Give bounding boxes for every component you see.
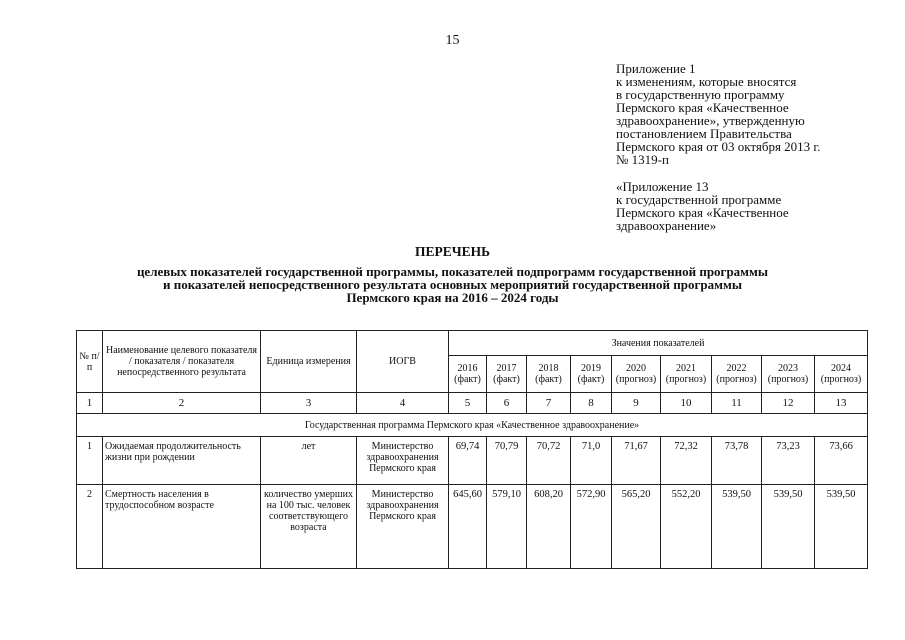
appendix2-line: здравоохранение» xyxy=(616,218,717,233)
column-number: 10 xyxy=(661,393,712,414)
column-number: 2 xyxy=(103,393,261,414)
column-number: 8 xyxy=(571,393,612,414)
header-year: 2018 (факт) xyxy=(527,356,571,393)
indicator-value: 572,90 xyxy=(571,485,612,569)
subtitle-line: целевых показателей государственной программы, показателей подпрограмм государственной программы xyxy=(136,264,769,279)
column-number: 4 xyxy=(357,393,449,414)
appendix2-line: к государственной программе xyxy=(616,192,782,207)
indicator-value: 608,20 xyxy=(527,485,571,569)
appendix2-line: «Приложение 13 xyxy=(616,179,709,194)
subtitle-line: Пермского края на 2016 – 2024 годы xyxy=(346,290,559,305)
header-year: 2019 (факт) xyxy=(571,356,612,393)
column-number: 5 xyxy=(449,393,487,414)
indicator-value: 73,66 xyxy=(815,437,868,485)
appendix-line: Приложение 1 xyxy=(616,61,696,76)
header-year: 2016 (факт) xyxy=(449,356,487,393)
column-number: 6 xyxy=(487,393,527,414)
appendix-line: к изменениям, которые вносятся xyxy=(616,74,797,89)
indicator-value: 579,10 xyxy=(487,485,527,569)
header-values: Значения показателей xyxy=(449,331,868,356)
indicator-value: 552,20 xyxy=(661,485,712,569)
header-unit: Единица измерения xyxy=(261,331,357,393)
row-number: 1 xyxy=(77,437,103,485)
indicator-iogv: Министерство здравоохранения Пермского края xyxy=(357,437,449,485)
appendix-line: постановлением Правительства xyxy=(616,126,792,141)
column-number: 7 xyxy=(527,393,571,414)
appendix-line: в государственную программу xyxy=(616,87,785,102)
section-title: Государственная программа Пермского края «Качественное здравоохранение» xyxy=(77,414,868,437)
header-year: 2017 (факт) xyxy=(487,356,527,393)
table-row xyxy=(77,437,868,485)
appendix2-line: Пермского края «Качественное xyxy=(616,205,789,220)
indicator-value: 72,32 xyxy=(661,437,712,485)
appendix-line: Пермского края от 03 октября 2013 г. xyxy=(616,139,821,154)
indicators-table xyxy=(76,330,868,569)
indicator-unit: лет xyxy=(261,437,357,485)
row-number: 2 xyxy=(77,485,103,569)
column-number: 12 xyxy=(762,393,815,414)
header-year: 2022 (прогноз) xyxy=(712,356,762,393)
indicator-value: 565,20 xyxy=(612,485,661,569)
table-row xyxy=(77,485,868,569)
indicator-value: 71,67 xyxy=(612,437,661,485)
document-subtitle xyxy=(0,265,905,304)
indicator-value: 73,23 xyxy=(762,437,815,485)
column-number: 13 xyxy=(815,393,868,414)
indicator-value: 70,72 xyxy=(527,437,571,485)
header-year: 2024 (прогноз) xyxy=(815,356,868,393)
header-year: 2021 (прогноз) xyxy=(661,356,712,393)
appendix-block xyxy=(616,62,876,232)
header-year: 2023 (прогноз) xyxy=(762,356,815,393)
indicator-value: 69,74 xyxy=(449,437,487,485)
column-number: 3 xyxy=(261,393,357,414)
column-number-row xyxy=(77,393,868,414)
indicator-value: 539,50 xyxy=(712,485,762,569)
header-year: 2020 (прогноз) xyxy=(612,356,661,393)
indicator-value: 645,60 xyxy=(449,485,487,569)
header-name: Наименование целевого показателя / показателя / показателя непосредственного результата xyxy=(103,331,261,393)
header-no: № п/п xyxy=(77,331,103,393)
indicator-value: 539,50 xyxy=(762,485,815,569)
indicator-value: 71,0 xyxy=(571,437,612,485)
indicator-name: Ожидаемая продолжительность жизни при рождении xyxy=(103,437,261,485)
column-number: 11 xyxy=(712,393,762,414)
appendix-line: здравоохранение», утвержденную xyxy=(616,113,805,128)
indicator-unit: количество умерших на 100 тыс. человек соответствующего возраста xyxy=(261,485,357,569)
column-number: 1 xyxy=(77,393,103,414)
page-number: 15 xyxy=(445,33,460,48)
column-number: 9 xyxy=(612,393,661,414)
indicator-value: 539,50 xyxy=(815,485,868,569)
subtitle-line: и показателей непосредственного результата основных мероприятий государственной программы xyxy=(163,277,742,292)
indicator-name: Смертность населения в трудоспособном возрасте xyxy=(103,485,261,569)
section-row xyxy=(77,414,868,437)
indicator-value: 73,78 xyxy=(712,437,762,485)
document-title: ПЕРЕЧЕНЬ xyxy=(414,244,491,259)
header-iogv: ИОГВ xyxy=(357,331,449,393)
appendix-line: Пермского края «Качественное xyxy=(616,100,789,115)
appendix-line: № 1319-п xyxy=(616,152,669,167)
indicator-iogv: Министерство здравоохранения Пермского края xyxy=(357,485,449,569)
indicator-value: 70,79 xyxy=(487,437,527,485)
